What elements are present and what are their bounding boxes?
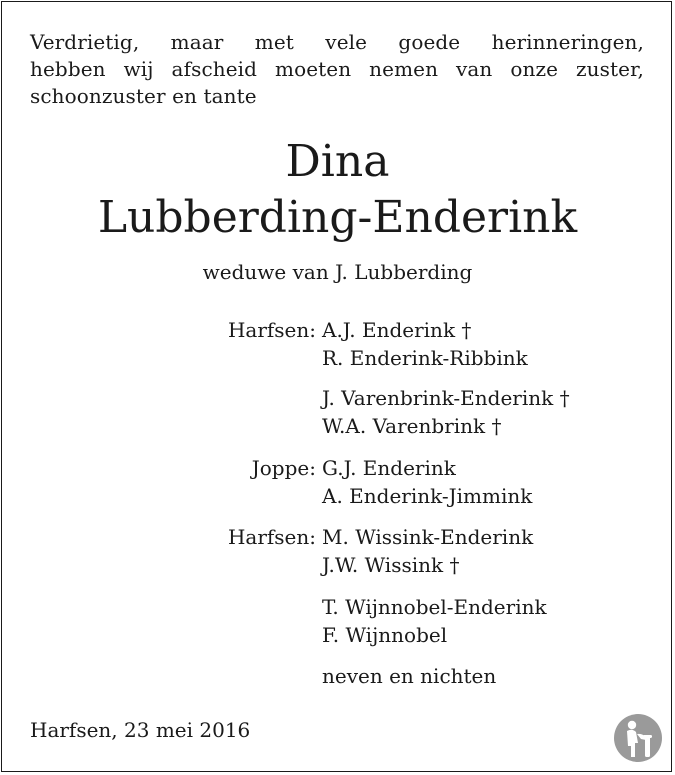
relative-name: G.J. Enderink <box>322 456 456 480</box>
relative-name: A. Enderink-Jimmink <box>322 484 533 508</box>
intro-line-1: Verdrietig, maar met vele goede herinneringen, <box>30 30 644 54</box>
relative-name: W.A. Varenbrink † <box>322 414 502 438</box>
deceased-subtitle: weduwe van J. Lubberding <box>202 260 473 284</box>
relative-names <box>322 662 496 690</box>
relative-names <box>322 454 532 510</box>
relative-name: J.W. Wissink † <box>322 553 460 577</box>
relative-name: R. Enderink-Ribbink <box>322 346 528 370</box>
relative-names <box>322 523 533 579</box>
relative-names <box>322 384 570 440</box>
relative-place: Joppe: <box>251 456 316 480</box>
relative-place: Harfsen: <box>227 318 316 342</box>
intro-line-2: hebben wij afscheid moeten nemen van onze zuster, <box>30 57 644 81</box>
mourning-figure-icon <box>613 713 663 763</box>
intro-line-3: schoonzuster en tante <box>30 84 257 108</box>
relative-name: A.J. Enderink † <box>322 318 472 342</box>
deceased-first-name: Dina <box>285 136 390 187</box>
relative-name: J. Varenbrink-Enderink † <box>322 386 570 410</box>
place-and-date: Harfsen, 23 mei 2016 <box>30 718 251 742</box>
relative-name: T. Wijnnobel-Enderink <box>322 595 547 619</box>
relative-name: F. Wijnnobel <box>322 623 448 647</box>
relative-name: neven en nichten <box>322 664 497 688</box>
relative-names <box>322 316 528 372</box>
deceased-last-name: Lubberding-Enderink <box>97 192 578 243</box>
intro-text <box>30 29 644 110</box>
relative-name: M. Wissink-Enderink <box>322 525 534 549</box>
relative-place: Harfsen: <box>227 525 316 549</box>
relative-names <box>322 593 547 649</box>
